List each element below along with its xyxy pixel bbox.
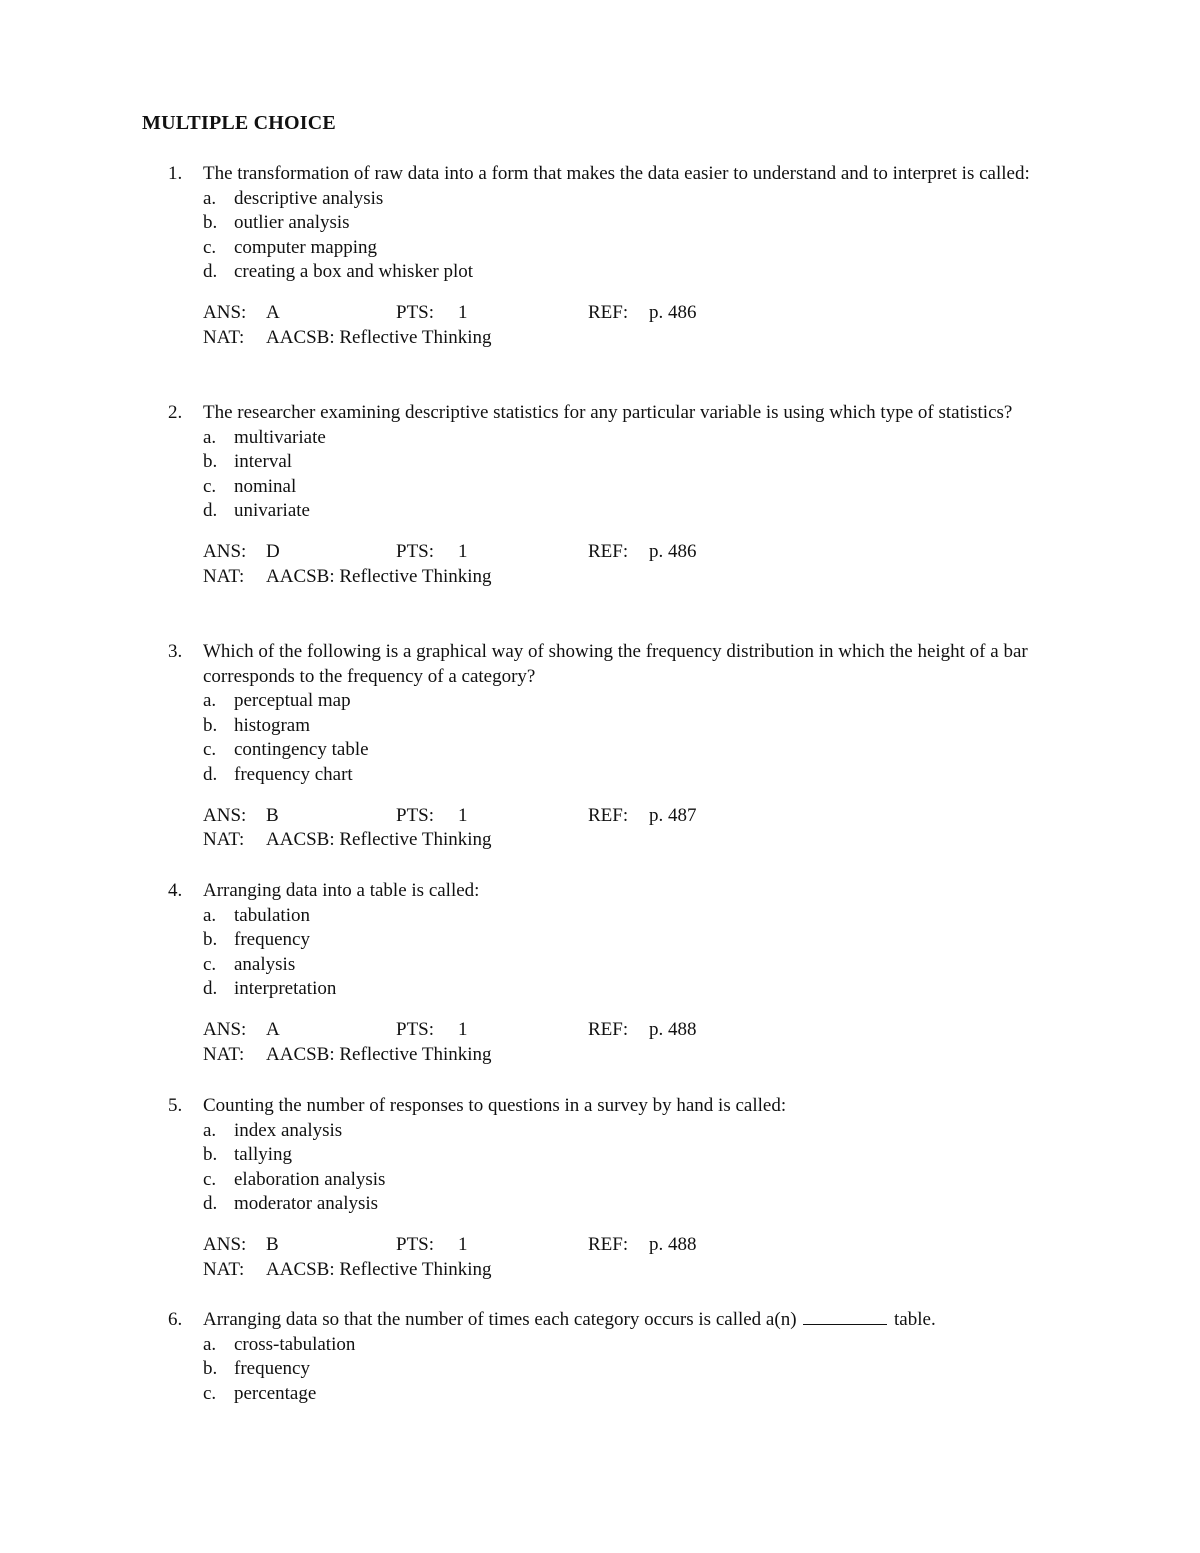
nat-label: NAT: (203, 326, 245, 348)
ans-label: ANS: (203, 1018, 247, 1040)
choice-list (203, 426, 1098, 524)
ref-value: p. 488 (649, 1233, 697, 1255)
choice-list (203, 1119, 1098, 1217)
pts-label: PTS: (396, 1233, 435, 1255)
answer-metadata (203, 301, 1098, 350)
question-text: Which of the following is a graphical way of showing the frequency distribution in which the height of a bar corresponds to the frequency of a category? (203, 641, 1028, 687)
choice-b: b. histogram (203, 714, 310, 736)
ans-label: ANS: (203, 804, 247, 826)
choice-list (203, 1333, 1098, 1407)
pts-label: PTS: (396, 804, 435, 826)
question-number: 2. (168, 402, 183, 423)
choice-b: b. tallying (203, 1144, 293, 1166)
choice-c: c. nominal (203, 475, 297, 497)
choice-a: a. multivariate (203, 426, 326, 448)
question-text: Arranging data into a table is called: (203, 880, 480, 901)
ref-label: REF: (588, 804, 629, 826)
pts-label: PTS: (396, 301, 435, 323)
pts-value: 1 (458, 804, 468, 826)
choice-c: c. percentage (203, 1382, 317, 1404)
ans-label: ANS: (203, 540, 247, 562)
choice-d: d. interpretation (203, 978, 337, 1000)
nat-value: AACSB: Reflective Thinking (266, 1258, 492, 1280)
pts-label: PTS: (396, 1018, 435, 1040)
choice-d: d. creating a box and whisker plot (203, 261, 474, 283)
pts-value: 1 (458, 540, 468, 562)
question-number: 1. (168, 163, 183, 184)
question-text: The transformation of raw data into a form that makes the data easier to understand and to interpret is called: (203, 163, 1030, 184)
ans-label: ANS: (203, 1233, 247, 1255)
nat-label: NAT: (203, 565, 245, 587)
answer-metadata (203, 540, 1098, 589)
choice-a: a. tabulation (203, 904, 310, 926)
choice-b: b. interval (203, 451, 293, 473)
question-number: 4. (168, 880, 183, 901)
nat-value: AACSB: Reflective Thinking (266, 829, 492, 851)
answer-metadata (203, 804, 1098, 853)
choice-d: d. moderator analysis (203, 1193, 379, 1215)
fill-in-blank (803, 1310, 887, 1325)
choice-list (203, 187, 1098, 285)
ans-value: B (266, 1233, 279, 1255)
choice-list (203, 904, 1098, 1002)
nat-label: NAT: (203, 829, 245, 851)
ref-label: REF: (588, 1233, 629, 1255)
choice-b: b. frequency (203, 929, 310, 951)
choice-c: c. analysis (203, 953, 296, 975)
question-text: The researcher examining descriptive statistics for any particular variable is using which type of statistics? (203, 402, 1013, 423)
ans-value: A (266, 1018, 280, 1040)
ref-label: REF: (588, 1018, 629, 1040)
answer-metadata (203, 1018, 1098, 1067)
ans-label: ANS: (203, 301, 247, 323)
choice-d: d. frequency chart (203, 763, 353, 785)
ref-value: p. 486 (649, 540, 697, 562)
question-text (203, 1308, 1098, 1333)
choice-b: b. frequency (203, 1358, 310, 1380)
choice-a: a. index analysis (203, 1119, 343, 1141)
nat-value: AACSB: Reflective Thinking (266, 1043, 492, 1065)
question-text-after: table. (894, 1309, 936, 1330)
ans-value: A (266, 301, 280, 323)
ref-value: p. 488 (649, 1018, 697, 1040)
pts-label: PTS: (396, 540, 435, 562)
question-number: 3. (168, 641, 183, 662)
question-text-before: Arranging data so that the number of times each category occurs is called a(n) (203, 1309, 797, 1330)
choice-c: c. contingency table (203, 739, 369, 761)
pts-value: 1 (458, 301, 468, 323)
nat-label: NAT: (203, 1258, 245, 1280)
nat-label: NAT: (203, 1043, 245, 1065)
ans-value: B (266, 804, 279, 826)
section-heading: MULTIPLE CHOICE (142, 112, 336, 134)
ref-value: p. 487 (649, 804, 697, 826)
answer-metadata (203, 1233, 1098, 1282)
choice-c: c. computer mapping (203, 236, 377, 258)
question-number: 5. (168, 1095, 183, 1116)
question-text: Counting the number of responses to questions in a survey by hand is called: (203, 1095, 787, 1116)
choice-a: a. perceptual map (203, 690, 351, 712)
choice-c: c. elaboration analysis (203, 1168, 386, 1190)
ref-label: REF: (588, 301, 629, 323)
nat-value: AACSB: Reflective Thinking (266, 326, 492, 348)
nat-value: AACSB: Reflective Thinking (266, 565, 492, 587)
ans-value: D (266, 540, 280, 562)
choice-d: d. univariate (203, 500, 310, 522)
choice-list (203, 689, 1098, 787)
ref-value: p. 486 (649, 301, 697, 323)
pts-value: 1 (458, 1233, 468, 1255)
choice-a: a. descriptive analysis (203, 187, 384, 209)
ref-label: REF: (588, 540, 629, 562)
question-number: 6. (168, 1309, 183, 1330)
pts-value: 1 (458, 1018, 468, 1040)
choice-b: b. outlier analysis (203, 212, 350, 234)
choice-a: a. cross-tabulation (203, 1333, 356, 1355)
